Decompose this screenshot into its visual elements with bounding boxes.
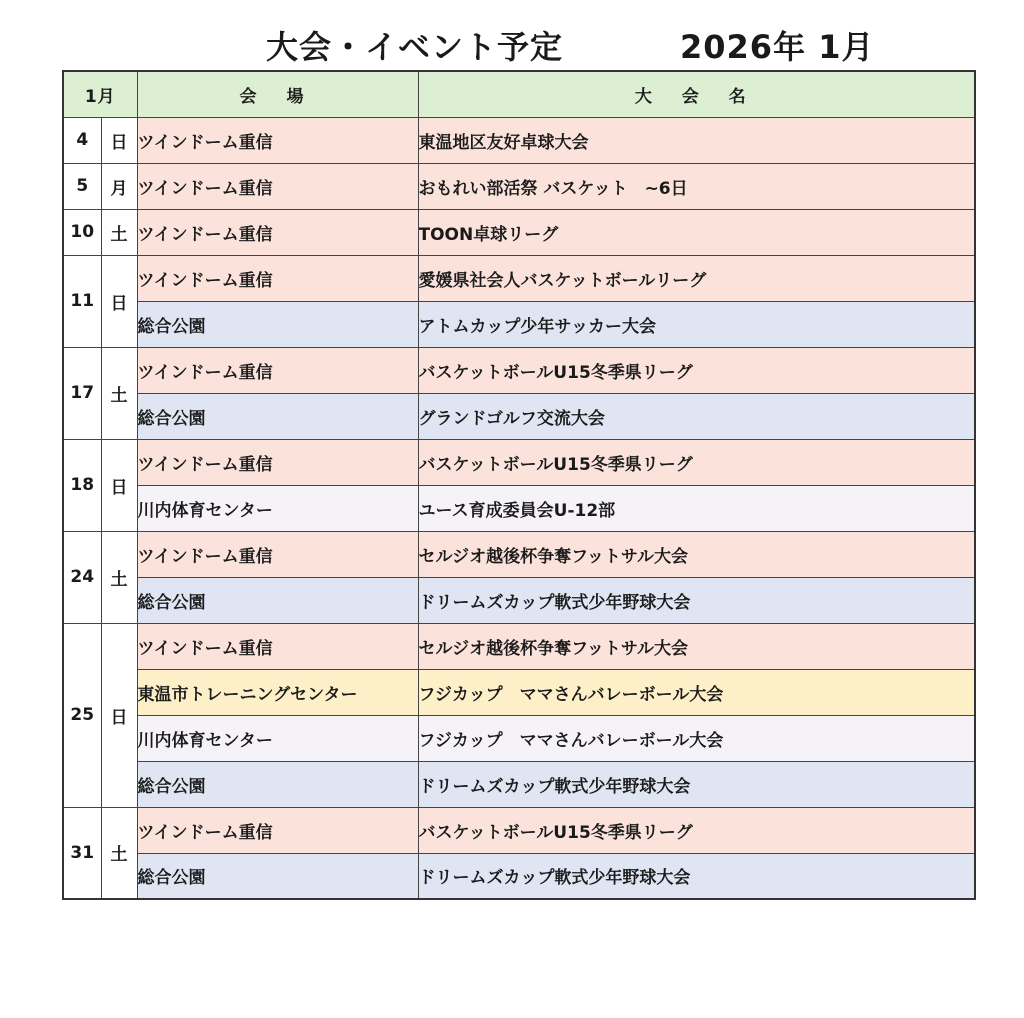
day-cell: 5 (63, 163, 101, 209)
day-cell: 4 (63, 117, 101, 163)
event-cell: 東温地区友好卓球大会 (418, 117, 975, 163)
event-cell: ドリームズカップ軟式少年野球大会 (418, 853, 975, 899)
table-row (63, 761, 975, 807)
venue-cell: ツインドーム重信 (137, 531, 418, 577)
event-cell: ユース育成委員会U-12部 (418, 485, 975, 531)
schedule-body (63, 117, 975, 899)
venue-cell: ツインドーム重信 (137, 439, 418, 485)
table-row (63, 485, 975, 531)
table-row (63, 393, 975, 439)
venue-cell: ツインドーム重信 (137, 163, 418, 209)
venue-cell: ツインドーム重信 (137, 209, 418, 255)
event-cell: セルジオ越後杯争奪フットサル大会 (418, 531, 975, 577)
venue-cell: 総合公園 (137, 853, 418, 899)
table-row (63, 209, 975, 255)
table-row (63, 853, 975, 899)
venue-cell: ツインドーム重信 (137, 623, 418, 669)
day-cell: 17 (63, 347, 101, 439)
header-month: 1月 (63, 71, 137, 117)
event-cell: ドリームズカップ軟式少年野球大会 (418, 761, 975, 807)
event-cell: ドリームズカップ軟式少年野球大会 (418, 577, 975, 623)
day-cell: 25 (63, 623, 101, 807)
day-cell: 18 (63, 439, 101, 531)
table-header-row (63, 71, 975, 117)
table-row (63, 439, 975, 485)
weekday-cell: 日 (101, 255, 137, 347)
table-row (63, 347, 975, 393)
venue-cell: ツインドーム重信 (137, 255, 418, 301)
table-row (63, 623, 975, 669)
table-row (63, 807, 975, 853)
table-row (63, 669, 975, 715)
table-row (63, 163, 975, 209)
table-row (63, 715, 975, 761)
event-cell: おもれい部活祭 バスケット ~6日 (418, 163, 975, 209)
event-cell: セルジオ越後杯争奪フットサル大会 (418, 623, 975, 669)
venue-cell: 東温市トレーニングセンター (137, 669, 418, 715)
event-cell: グランドゴルフ交流大会 (418, 393, 975, 439)
table-row (63, 255, 975, 301)
venue-cell: ツインドーム重信 (137, 347, 418, 393)
weekday-cell: 土 (101, 347, 137, 439)
venue-cell: 総合公園 (137, 761, 418, 807)
weekday-cell: 日 (101, 439, 137, 531)
header-venue: 会 場 (137, 71, 418, 117)
table-row (63, 531, 975, 577)
event-cell: アトムカップ少年サッカー大会 (418, 301, 975, 347)
page-date: 2026年 1月 (680, 28, 875, 66)
weekday-cell: 日 (101, 623, 137, 807)
table-row (63, 301, 975, 347)
weekday-cell: 月 (101, 163, 137, 209)
venue-cell: 川内体育センター (137, 715, 418, 761)
page-header (0, 22, 1024, 66)
schedule-table (62, 70, 976, 900)
weekday-cell: 土 (101, 531, 137, 623)
event-cell: 愛媛県社会人バスケットボールリーグ (418, 255, 975, 301)
event-cell: TOON卓球リーグ (418, 209, 975, 255)
table-row (63, 577, 975, 623)
weekday-cell: 土 (101, 209, 137, 255)
event-cell: フジカップ ママさんバレーボール大会 (418, 669, 975, 715)
venue-cell: 総合公園 (137, 301, 418, 347)
venue-cell: ツインドーム重信 (137, 117, 418, 163)
header-event: 大 会 名 (418, 71, 975, 117)
day-cell: 31 (63, 807, 101, 899)
day-cell: 10 (63, 209, 101, 255)
weekday-cell: 日 (101, 117, 137, 163)
page-title: 大会・イベント予定 (266, 28, 564, 66)
day-cell: 24 (63, 531, 101, 623)
event-cell: バスケットボールU15冬季県リーグ (418, 439, 975, 485)
event-cell: フジカップ ママさんバレーボール大会 (418, 715, 975, 761)
venue-cell: 総合公園 (137, 577, 418, 623)
venue-cell: 総合公園 (137, 393, 418, 439)
event-cell: バスケットボールU15冬季県リーグ (418, 807, 975, 853)
day-cell: 11 (63, 255, 101, 347)
venue-cell: 川内体育センター (137, 485, 418, 531)
table-row (63, 117, 975, 163)
event-cell: バスケットボールU15冬季県リーグ (418, 347, 975, 393)
weekday-cell: 土 (101, 807, 137, 899)
venue-cell: ツインドーム重信 (137, 807, 418, 853)
